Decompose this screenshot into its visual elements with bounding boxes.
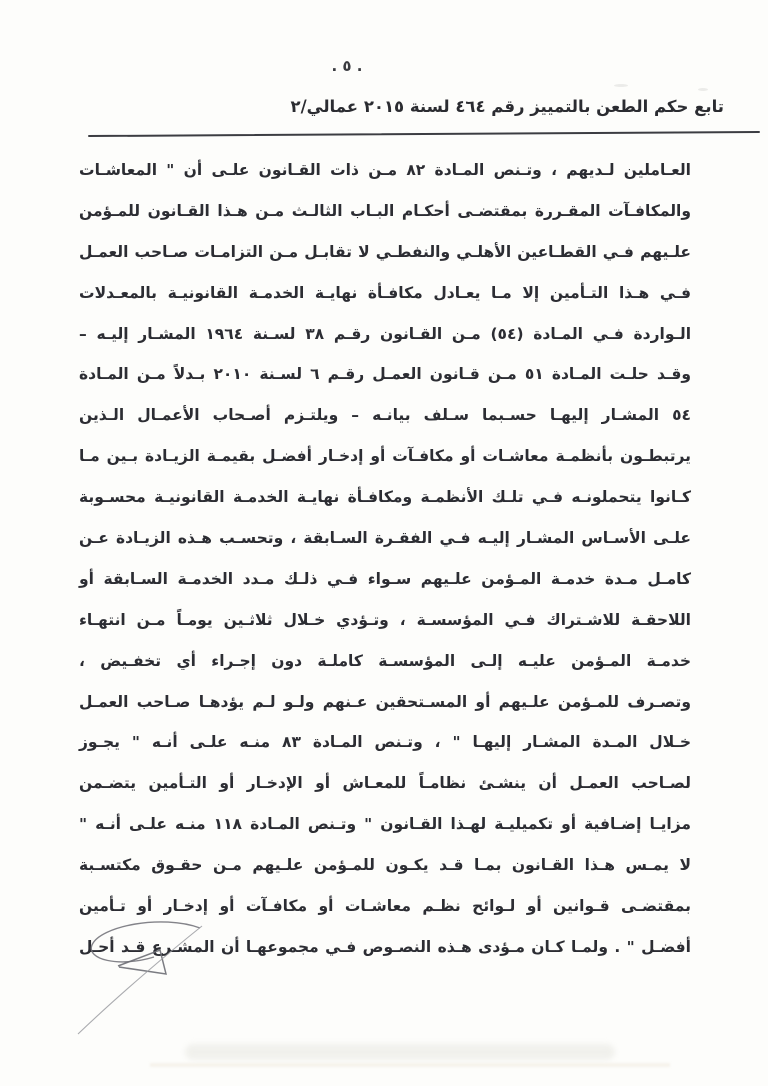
body-line: كـانوا يتحملونـه فـي تلـك الأنظمـة ومكافـأة نهايـة الخدمـة القانونيـة محسـوبة — [79, 488, 691, 507]
body-line: علـى الأسـاس المشـار إليـه فـي الفقـرة السـابقة ، وتحسـب هـذه الزيـادة عـن — [79, 529, 691, 548]
page-number: . ٥ . — [331, 57, 363, 75]
body-line: الـواردة فـي المـادة (٥٤) مـن القـانون رقـم ٣٨ لسـنة ١٩٦٤ المشـار إليـه – — [79, 324, 692, 343]
body-line: فـي هـذا التـأمين إلا مـا يعـادل مكافـأة نهايـة الخدمـة القانونيـة بالمعـدلات — [79, 283, 691, 302]
header-title: تابع حكم الطعن بالتمييز رقم ٤٦٤ لسنة ٢٠١٥ عمالي/٢ — [290, 97, 724, 116]
body-line: علـيهم فـي القطـاعين الأهلـي والنفطـي لا تقابـل مـن التزامـات صـاحب العمـل — [79, 242, 691, 261]
signature-scribble — [52, 912, 222, 1047]
body-line: خـلال المـدة المشـار إليهـا " ، وتـنص المـادة ٨٣ منـه علـى أنـه " يجـوز — [79, 733, 691, 752]
body-line: ٥٤ المشـار إليهـا حسـبما سـلف بيانـه – ويلتـزم أصـحاب الأعمـال الـذين — [79, 406, 691, 425]
body-line: وقـد حلـت المـادة ٥١ مـن قـانون العمـل رقـم ٦ لسـنة ٢٠١٠ بـدلاً مـن المـادة — [79, 365, 691, 384]
body-line: لا يمـس هـذا القـانون بمـا قـد يكـون للمـؤمن علـيهم مـن حقـوق مكتسـبة — [79, 856, 691, 875]
body-line: يرتبطـون بأنظمـة معاشـات أو مكافـآت أو إدخـار أفضـل بقيمـة الزيـادة بـين مـا — [79, 447, 691, 466]
body-line: مزايـا إضـافية أو تكميليـة لهـذا القـانون " وتـنص المـادة ١١٨ منـه علـى أنـه " — [79, 815, 691, 834]
scan-smudge — [185, 1044, 615, 1060]
body-line: أفضـل " . ولمـا كـان مـؤدى هـذه النصـوص فـي مجموعهـا أن المشـرع قـد أحـل — [79, 937, 691, 956]
body-line: كامـل مـدة خدمـة المـؤمن علـيهم سـواء فـي ذلـك مـدد الخدمـة السـابقة أو — [79, 569, 691, 588]
body-line: اللاحقـة للاشـتراك فـي المؤسسـة ، وتـؤدي خـلال ثلاثـين يومـاً مـن انتهـاء — [79, 610, 691, 629]
body-line: لصـاحب العمـل أن ينشـئ نظامـاً للمعـاش أو الإدخـار أو التـأمين يتضـمن — [79, 774, 691, 793]
header-underline — [88, 131, 760, 137]
body-line: العـاملين لـديهم ، وتـنص المـادة ٨٢ مـن ذات القـانون علـى أن " المعاشـات — [79, 161, 691, 179]
scan-speck — [614, 84, 628, 87]
scan-speck — [698, 88, 708, 91]
body-line: والمكافـآت المقـررة بمقتضـى أحكـام البـاب الثالـث مـن هـذا القـانون للمـؤمن — [79, 201, 691, 220]
body-line: وتصـرف للمـؤمن علـيهم أو المسـتحقين عـنهم ولـو لـم يؤدهـا صـاحب العمـل — [79, 692, 691, 711]
body-text — [79, 150, 691, 968]
body-line: خدمـة المـؤمن عليـه إلـى المؤسسـة كاملـة دون إجـراء أي تخفـيض ، — [79, 651, 691, 670]
body-line: بمقتضـى قـوانين أو لـوائح نظـم معاشـات أو مكافـآت أو إدخـار أو تـأمين — [79, 897, 691, 916]
scan-smudge-line — [150, 1063, 670, 1067]
